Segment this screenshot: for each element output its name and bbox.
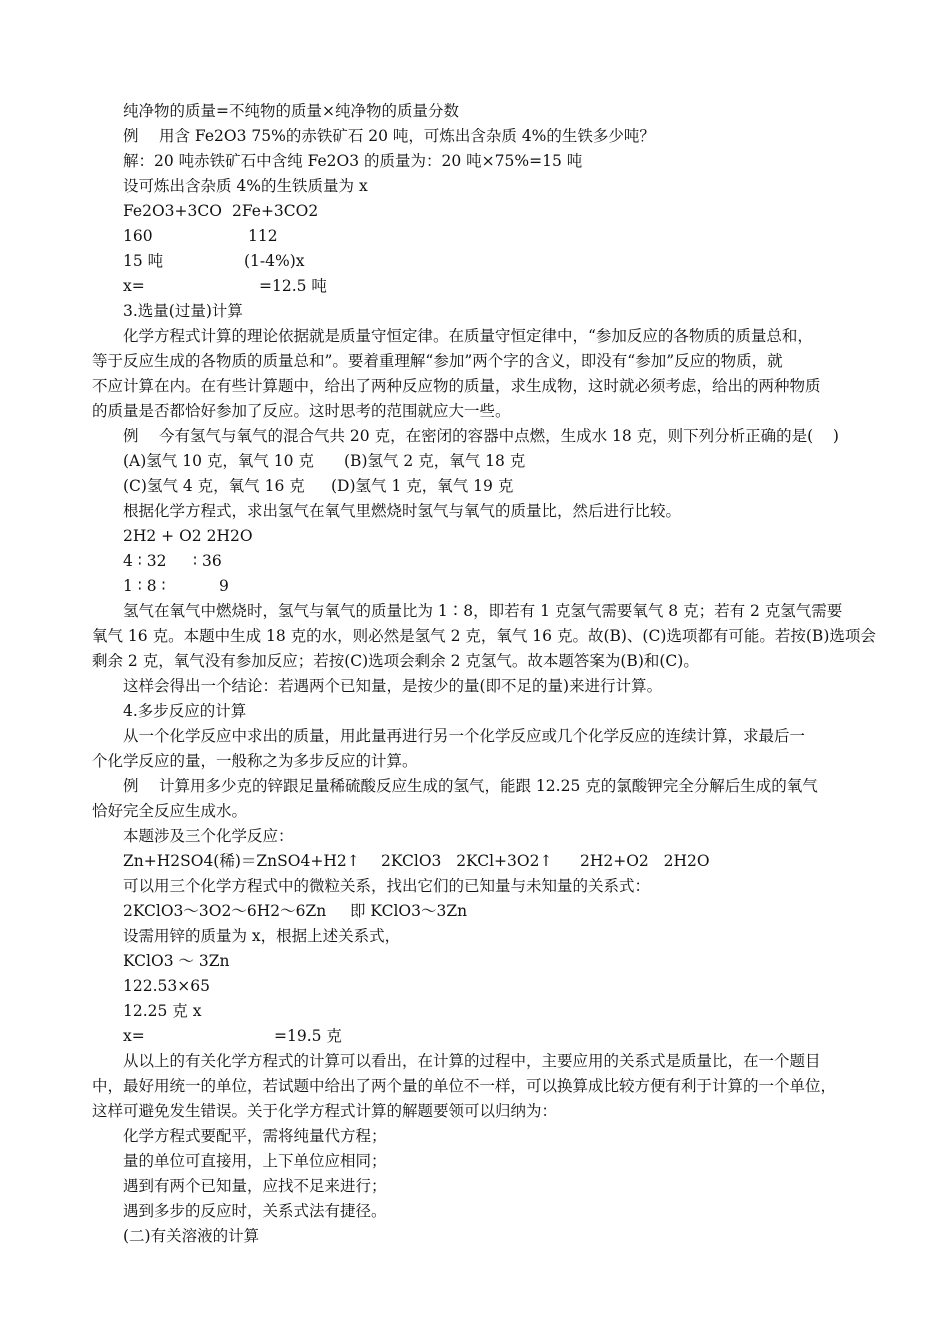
section-heading: (二)有关溶液的计算 bbox=[123, 1227, 260, 1245]
equation-line: 122.53×65 bbox=[123, 977, 210, 995]
equation-line: KClO3 ～ 3Zn bbox=[123, 952, 230, 970]
equation-line: 15 吨 (1-4%)x bbox=[123, 252, 305, 270]
paragraph-line: 氧气 16 克。本题中生成 18 克的水，则必然是氢气 2 克，氧气 16 克。故(B)、(C)选项都有可能。若按(B)选项会 bbox=[92, 627, 876, 645]
section-heading: 3.选量(过量)计算 bbox=[123, 302, 243, 320]
paragraph-line: 从以上的有关化学方程式的计算可以看出，在计算的过程中，主要应用的关系式是质量比，在一个题目 bbox=[123, 1052, 821, 1070]
equation-line: 4 ∶ 32 ∶ 36 bbox=[123, 552, 222, 570]
equation-line: Zn+H2SO4(稀)＝ZnSO4+H2↑ 2KClO3 2KCl+3O2↑ 2H2+O2 2H2O bbox=[123, 852, 710, 870]
example-line: 例 计算用多少克的锌跟足量稀硫酸反应生成的氢气，能跟 12.25 克的氯酸钾完全分解后生成的氧气 bbox=[123, 777, 818, 795]
paragraph-line: 氢气在氧气中燃烧时，氢气与氧气的质量比为 1∶8，即若有 1 克氢气需要氧气 8 克；若有 2 克氢气需要 bbox=[123, 602, 843, 620]
paragraph-line: 从一个化学反应中求出的质量，用此量再进行另一个化学反应或几个化学反应的连续计算，求最后一 bbox=[123, 727, 806, 745]
section-heading: 4.多步反应的计算 bbox=[123, 702, 247, 720]
verse-line: 量的单位可直接用，上下单位应相同； bbox=[123, 1152, 387, 1170]
verse-line: 化学方程式要配平，需将纯量代方程； bbox=[123, 1127, 387, 1145]
equation-line: 2H2 + O2 2H2O bbox=[123, 527, 253, 545]
paragraph-line: 化学方程式计算的理论依据就是质量守恒定律。在质量守恒定律中，“参加反应的各物质的质量总和， bbox=[123, 327, 813, 345]
example-line: 例 用含 Fe2O3 75%的赤铁矿石 20 吨，可炼出含杂质 4%的生铁多少吨？ bbox=[123, 127, 655, 145]
text-line: 解：20 吨赤铁矿石中含纯 Fe2O3 的质量为：20 吨×75%=15 吨 bbox=[123, 152, 583, 170]
paragraph-line: 这样可避免发生错误。关于化学方程式计算的解题要领可以归纳为： bbox=[92, 1102, 558, 1120]
option-line: (C)氢气 4 克，氧气 16 克 (D)氢气 1 克，氧气 19 克 bbox=[123, 477, 514, 495]
text-line: 设需用锌的质量为 x，根据上述关系式， bbox=[123, 927, 401, 945]
paragraph-line: 剩余 2 克，氧气没有参加反应；若按(C)选项会剩余 2 克氢气。故本题答案为(B)和(C)。 bbox=[92, 652, 699, 670]
text-line: 恰好完全反应生成水。 bbox=[92, 802, 248, 820]
equation-line: Fe2O3+3CO 2Fe+3CO2 bbox=[123, 202, 319, 220]
paragraph-line: 等于反应生成的各物质的质量总和”。要着重理解“参加”两个字的含义，即没有“参加”反应的物质，就 bbox=[92, 352, 783, 370]
text-line: 本题涉及三个化学反应： bbox=[123, 827, 294, 845]
text-line: 根据化学方程式，求出氢气在氧气里燃烧时氢气与氧气的质量比，然后进行比较。 bbox=[123, 502, 682, 520]
paragraph-line: 中，最好用统一的单位，若试题中给出了两个量的单位不一样，可以换算成比较方便有利于计算的一个单位， bbox=[92, 1077, 837, 1095]
paragraph-line: 不应计算在内。在有些计算题中，给出了两种反应物的质量，求生成物，这时就必须考虑，给出的两种物质 bbox=[92, 377, 821, 395]
equation-line: 1 ∶ 8 ∶ 9 bbox=[123, 577, 229, 595]
equation-line: x= =12.5 吨 bbox=[123, 277, 327, 295]
equation-line: 160 112 bbox=[123, 227, 278, 245]
equation-line: 2KClO3～3O2～6H2～6Zn 即 KClO3～3Zn bbox=[123, 902, 468, 920]
text-line: 可以用三个化学方程式中的微粒关系，找出它们的已知量与未知量的关系式： bbox=[123, 877, 651, 895]
equation-line: 12.25 克 x bbox=[123, 1002, 202, 1020]
text-line: 这样会得出一个结论：若遇两个已知量，是按少的量(即不足的量)来进行计算。 bbox=[123, 677, 663, 695]
verse-line: 遇到有两个已知量，应找不足来进行； bbox=[123, 1177, 387, 1195]
paragraph-line: 的质量是否都恰好参加了反应。这时思考的范围就应大一些。 bbox=[92, 402, 511, 420]
text-line: 纯净物的质量=不纯物的质量×纯净物的质量分数 bbox=[123, 102, 459, 120]
text-line: 设可炼出含杂质 4%的生铁质量为 x bbox=[123, 177, 368, 195]
equation-line: x= =19.5 克 bbox=[123, 1027, 342, 1045]
verse-line: 遇到多步的反应时，关系式法有捷径。 bbox=[123, 1202, 387, 1220]
paragraph-line: 个化学反应的量，一般称之为多步反应的计算。 bbox=[92, 752, 418, 770]
example-line: 例 今有氢气与氧气的混合气共 20 克，在密闭的容器中点燃，生成水 18 克，则下列分析正确的是( ) bbox=[123, 427, 839, 445]
option-line: (A)氢气 10 克，氧气 10 克 (B)氢气 2 克，氧气 18 克 bbox=[123, 452, 526, 470]
